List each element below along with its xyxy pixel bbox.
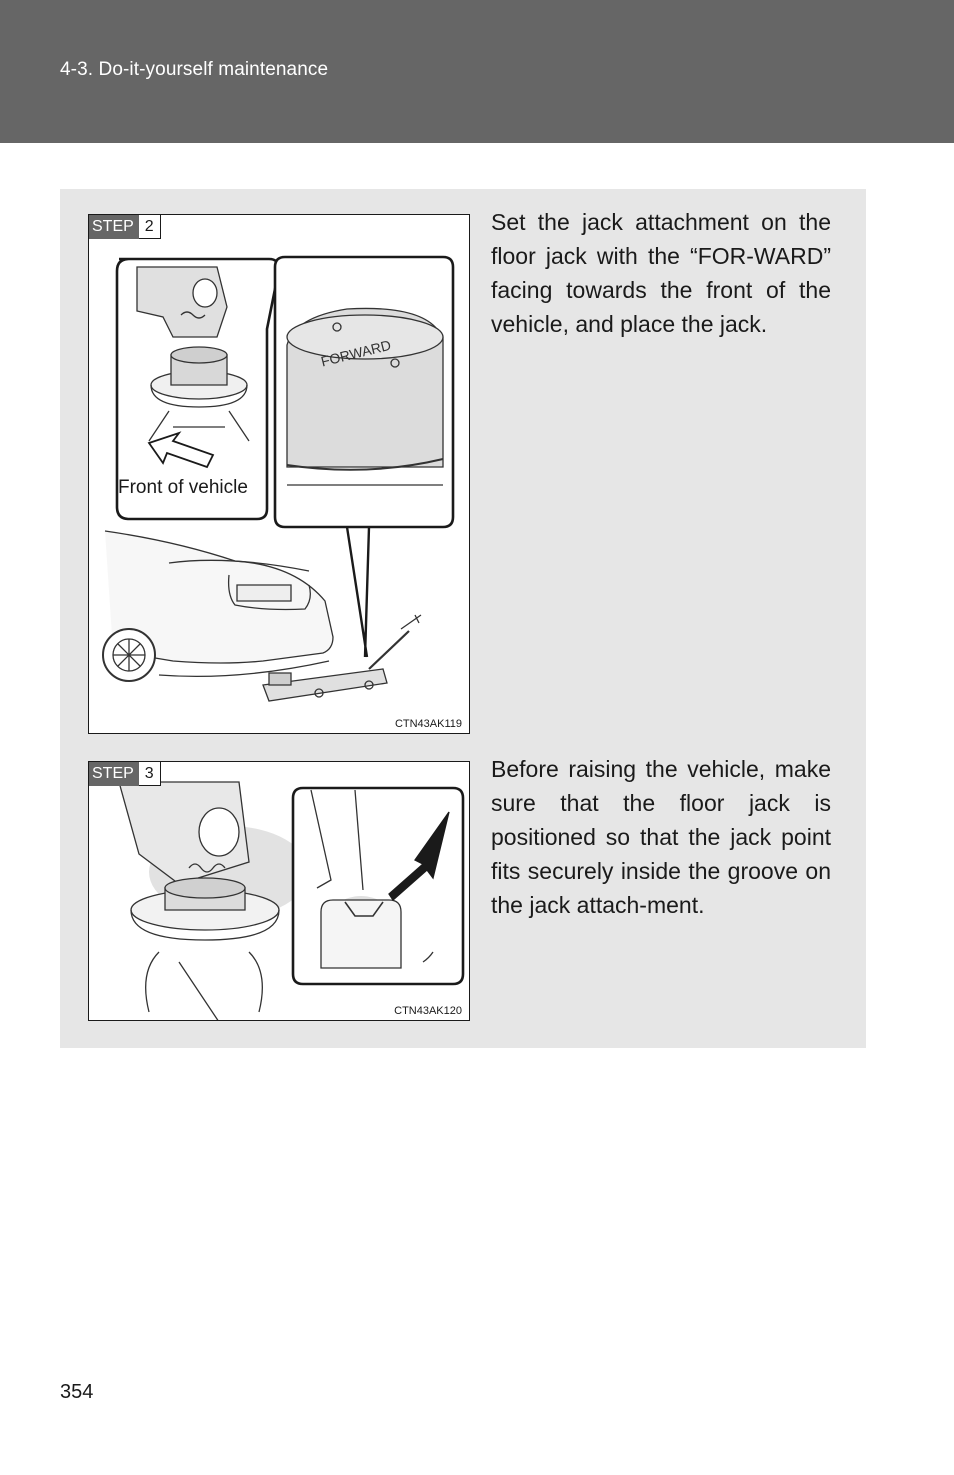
front-of-vehicle-label: Front of vehicle: [118, 477, 248, 498]
step-3-number: 3: [139, 762, 161, 786]
step-3-figure-code: CTN43AK120: [394, 1005, 462, 1017]
step-2-illustration: [88, 214, 470, 734]
step-2-figure-code: CTN43AK119: [394, 718, 462, 730]
step-2-number: 2: [139, 215, 161, 239]
step-2-label: STEP: [89, 215, 139, 239]
step-3-instruction: Before raising the vehicle, make sure that the floor jack is positioned so that the jack point fits securely inside the groove on the jack attach-ment.: [491, 756, 831, 918]
step-3-badge: [89, 762, 161, 786]
page-number: 354: [60, 1381, 94, 1403]
step-3-illustration: [88, 761, 470, 1021]
forward-mark: FORWARD: [319, 336, 393, 370]
step-2-instruction: Set the jack attachment on the floor jack with the “FOR-WARD” facing towards the front of the vehicle, and place the jack.: [491, 209, 831, 337]
page-header: [0, 0, 954, 143]
section-title: 4-3. Do-it-yourself maintenance: [60, 59, 329, 80]
jack-point-drawing: [89, 762, 470, 1021]
jack-attachment-drawing: [89, 215, 470, 734]
step-2-badge: [89, 215, 161, 239]
step-3-label: STEP: [89, 762, 139, 786]
